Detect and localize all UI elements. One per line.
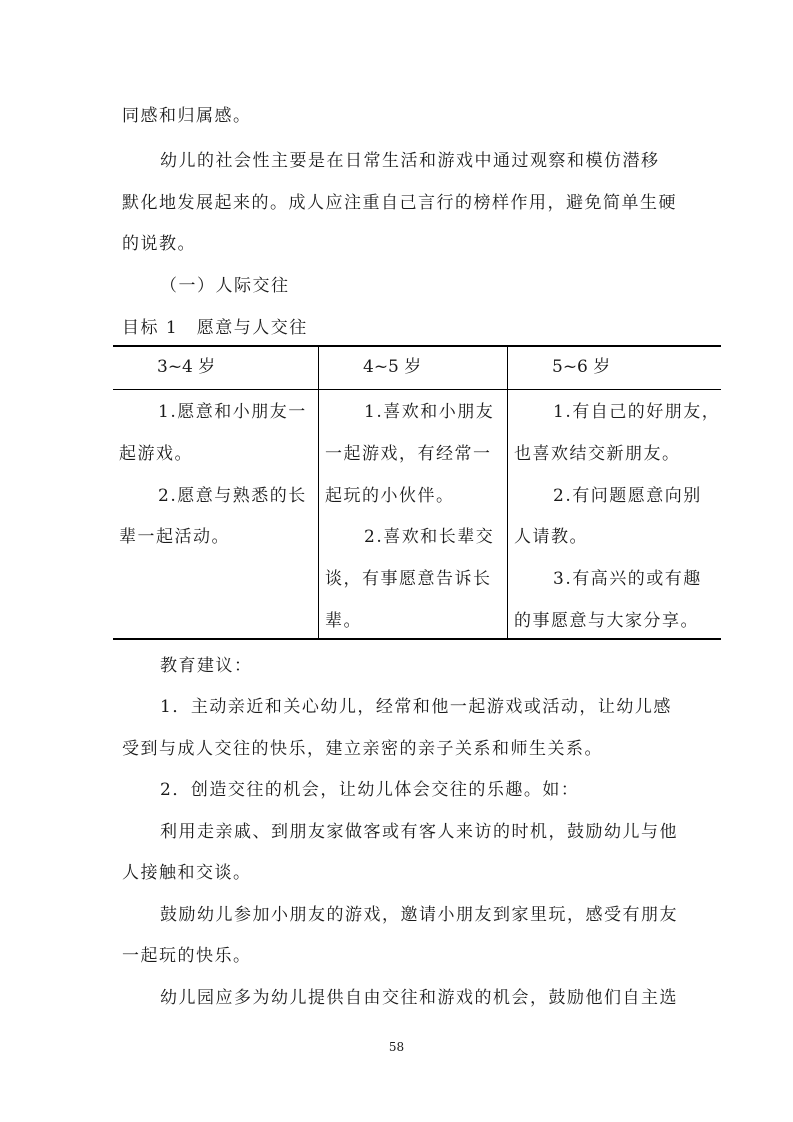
table-header-rule [113,389,721,390]
paragraph-line: 鼓励幼儿参加小朋友的游戏，邀请小朋友到家里玩，感受有朋友 [160,905,678,925]
paragraph-line: 利用走亲戚、到朋友家做客或有客人来访的时机，鼓励幼儿与他 [160,822,678,842]
paragraph-line: 人接触和交谈。 [122,863,252,883]
goals-table [113,345,721,639]
table-cell-line: 1.喜欢和小朋友 [364,402,495,422]
table-cell-line: 1.有自己的好朋友， [553,402,721,422]
column-header-5-6: 5~6 岁 [552,357,611,377]
table-cell-line: 2.有问题愿意向别 [553,486,702,506]
paragraph-line: 2．创造交往的机会，让幼儿体会交往的乐趣。如： [160,780,580,800]
paragraph-line: 受到与成人交往的快乐，建立亲密的亲子关系和师生关系。 [122,739,603,759]
table-cell-line: 谈，有事愿意告诉长 [325,569,492,589]
advice-heading: 教育建议： [160,656,253,676]
table-cell-line: 人请教。 [514,527,588,547]
paragraph-line: 默化地发展起来的。成人应注重自己言行的榜样作用，避免简单生硬 [122,193,677,213]
paragraph-line: 幼儿的社会性主要是在日常生活和游戏中通过观察和模仿潜移 [160,151,660,171]
table-cell-line: 的事愿意与大家分享。 [514,611,699,631]
table-top-rule [113,345,721,347]
paragraph-line: 1．主动亲近和关心幼儿，经常和他一起游戏或活动，让幼儿感 [160,697,672,717]
paragraph-line: 同感和归属感。 [122,106,252,126]
section-heading: （一）人际交往 [160,276,290,296]
table-cell-line: 3.有高兴的或有趣 [553,569,702,589]
table-cell-line: 2.喜欢和长辈交 [364,527,495,547]
paragraph-line: 的说教。 [122,234,196,254]
table-bottom-rule [113,638,721,640]
paragraph-line: 一起玩的快乐。 [122,946,252,966]
column-divider [507,345,508,640]
column-header-3-4: 3~4 岁 [157,357,216,377]
table-cell-line: 起游戏。 [119,444,193,464]
table-cell-line: 辈。 [325,611,362,631]
goal-heading: 目标 1 愿意与人交往 [122,318,308,338]
page-number: 58 [388,1040,405,1054]
table-cell-line: 起玩的小伙伴。 [325,486,455,506]
table-cell-line: 也喜欢结交新朋友。 [514,444,681,464]
table-cell-line: 1.愿意和小朋友一 [158,402,307,422]
table-cell-line: 2.愿意与熟悉的长 [158,486,307,506]
table-cell-line: 一起游戏，有经常一 [325,444,492,464]
table-cell-line: 辈一起活动。 [119,527,230,547]
column-header-4-5: 4~5 岁 [363,357,422,377]
paragraph-line: 幼儿园应多为幼儿提供自由交往和游戏的机会，鼓励他们自主选 [160,988,678,1008]
column-divider [318,345,319,640]
